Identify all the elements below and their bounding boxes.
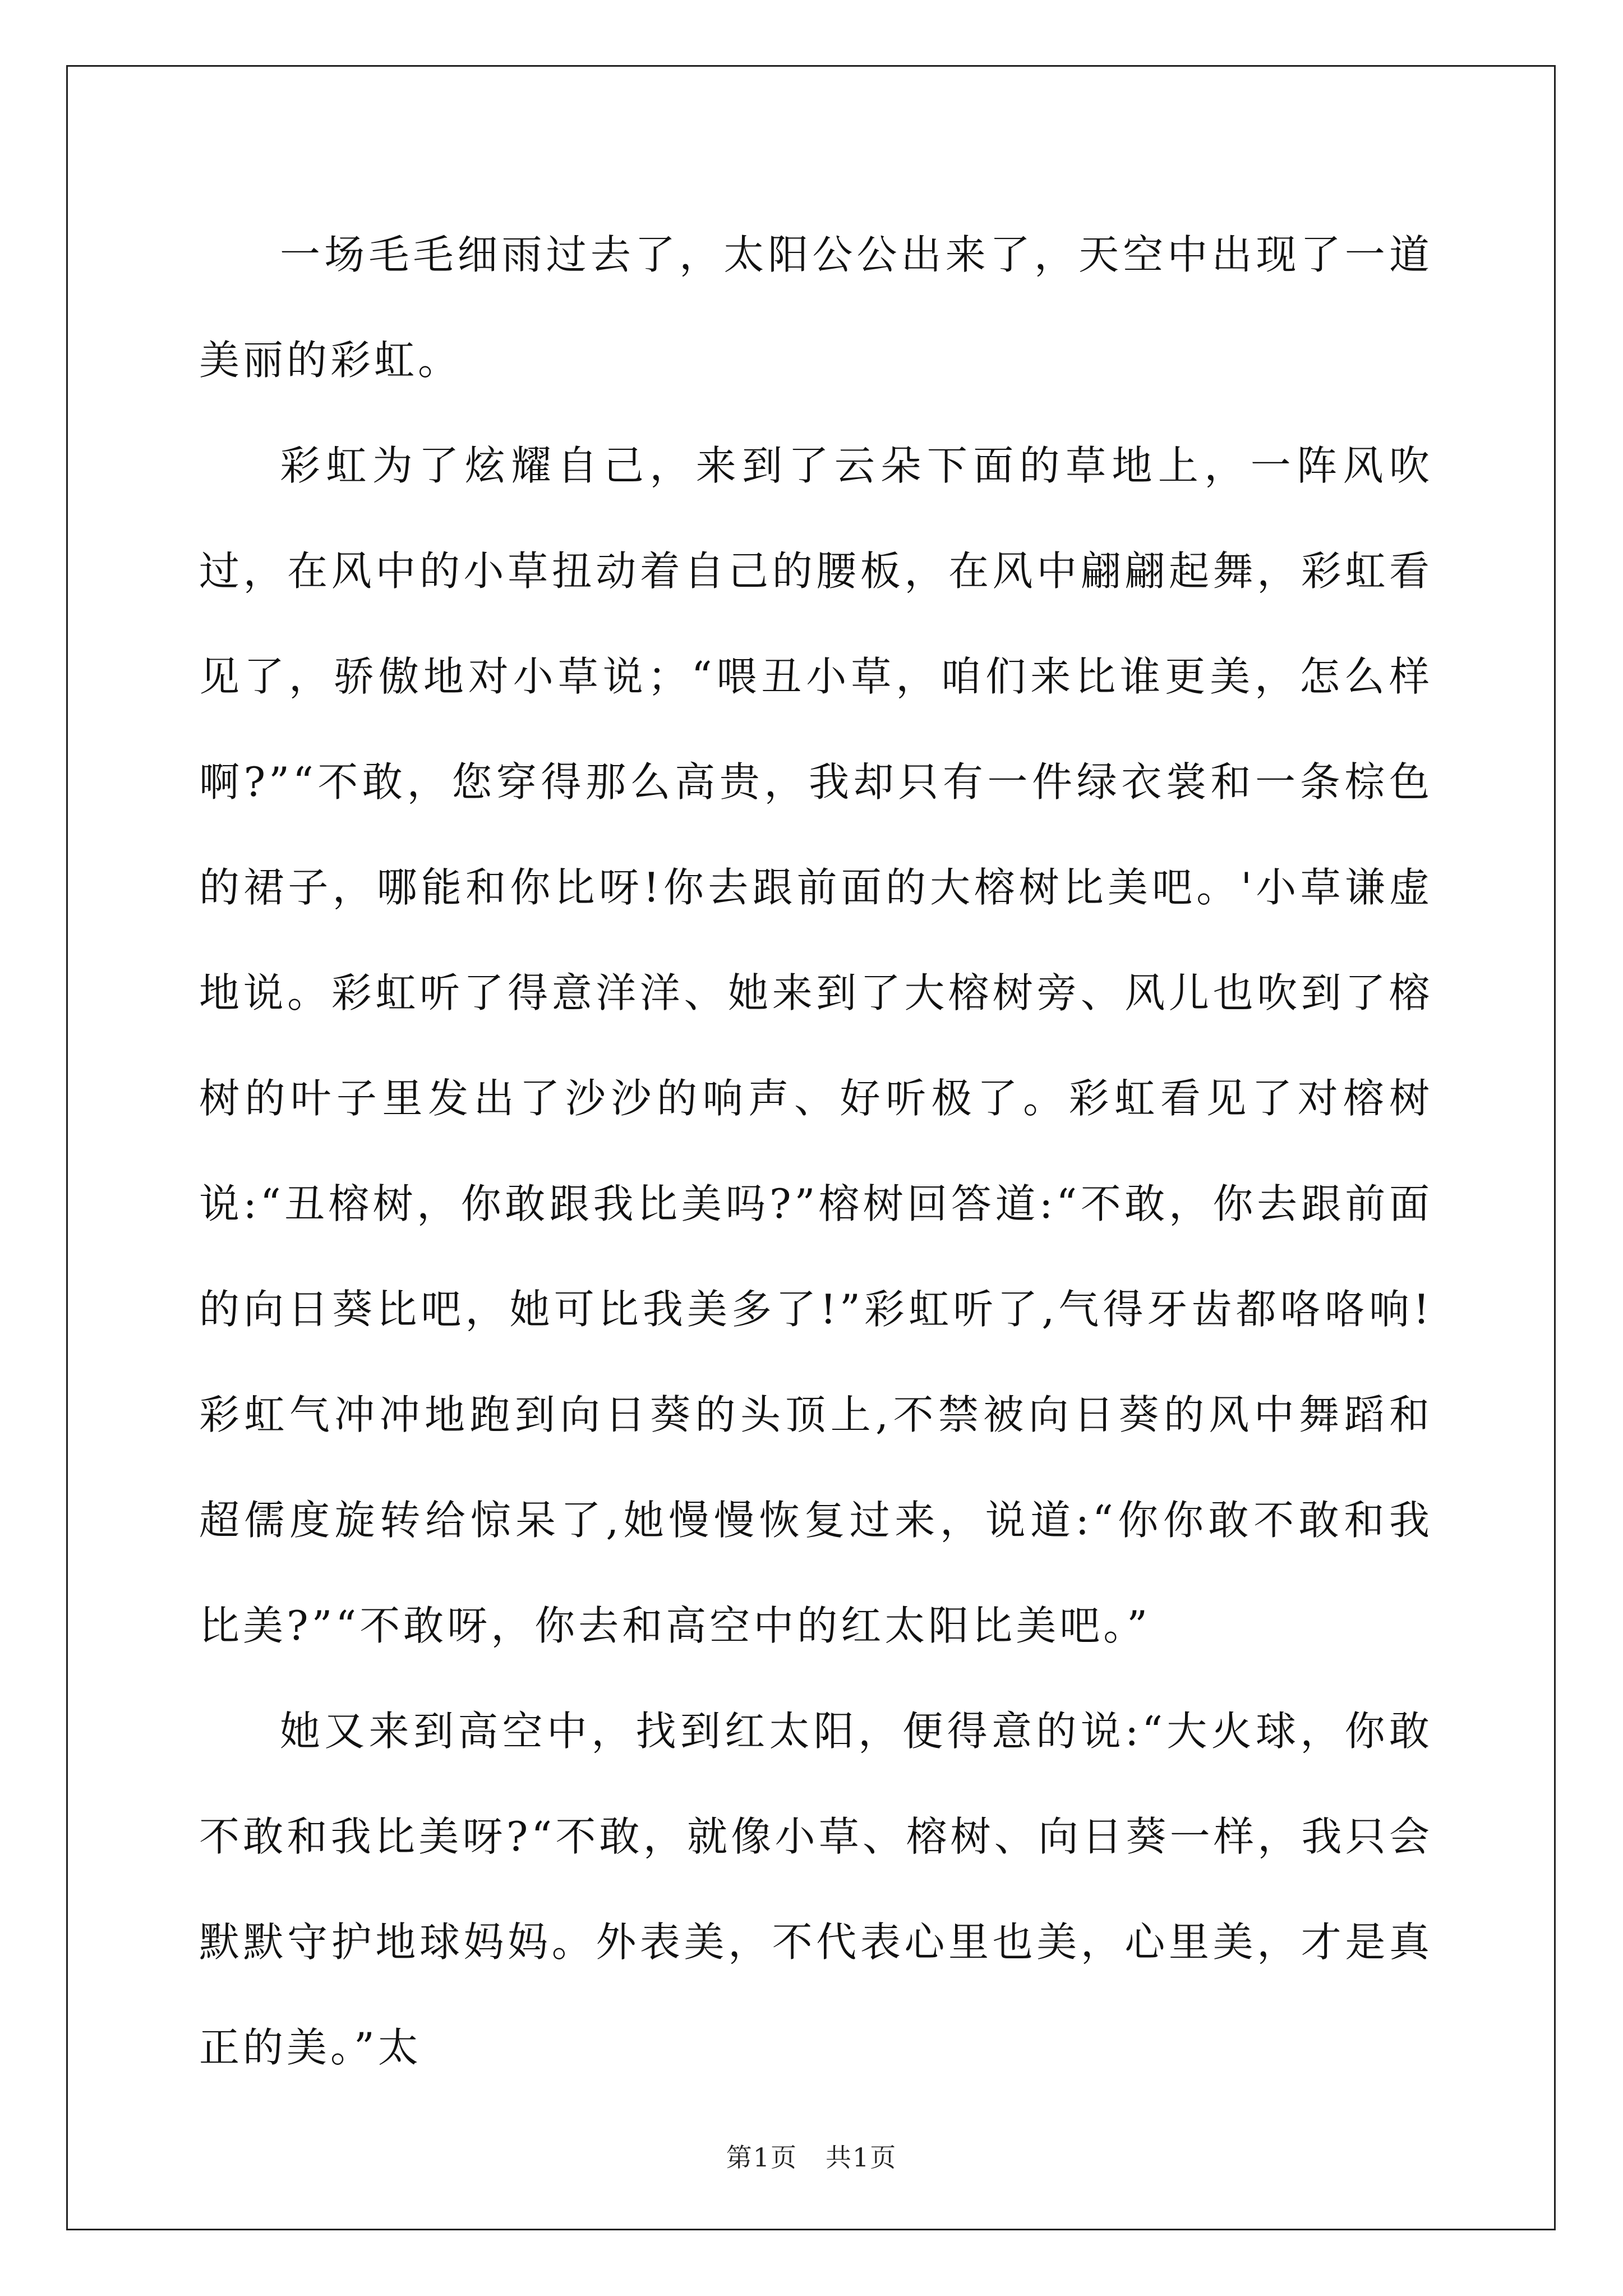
paragraph-1: 一场毛毛细雨过去了，太阳公公出来了，天空中出现了一道美丽的彩虹。	[199, 231, 1433, 384]
page-footer	[0, 2137, 1623, 2174]
page-total: 共1页	[825, 2142, 897, 2173]
page-number: 第1页	[726, 2142, 798, 2173]
document-body	[199, 202, 1433, 2100]
paragraph-3: 她又来到高空中，找到红太阳，便得意的说:“大火球，你敢不敢和我比美呀?“不敢，就像小草、榕树、向日葵一样，我只会默默守护地球妈妈。外表美，不代表心里也美，心里美，才是真正的美。”太	[199, 1708, 1433, 2071]
paragraph-2: 彩虹为了炫耀自己，来到了云朵下面的草地上，一阵风吹过，在风中的小草扭动着自己的腰板，在风中翩翩起舞，彩虹看见了，骄傲地对小草说；“喂丑小草，咱们来比谁更美，怎么样啊?”“不敢，您穿得那么高贵，我却只有一件绿衣裳和一条棕色的裙子，哪能和你比呀!你去跟前面的大榕树比美吧。'小草谦虚地说。彩虹听了得意洋洋、她来到了大榕树旁、风儿也吹到了榕树的叶子里发出了沙沙的响声、好听极了。彩虹看见了对榕树说:“丑榕树，你敢跟我比美吗?”榕树回答道:“不敢，你去跟前面的向日葵比吧，她可比我美多了!”彩虹听了,气得牙齿都咯咯响!彩虹气冲冲地跑到向日葵的头顶上,不禁被向日葵的风中舞蹈和超儒度旋转给惊呆了,她慢慢恢复过来，说道:“你你敢不敢和我比美?”“不敢呀，你去和高空中的红太阳比美吧。”	[199, 442, 1433, 1649]
